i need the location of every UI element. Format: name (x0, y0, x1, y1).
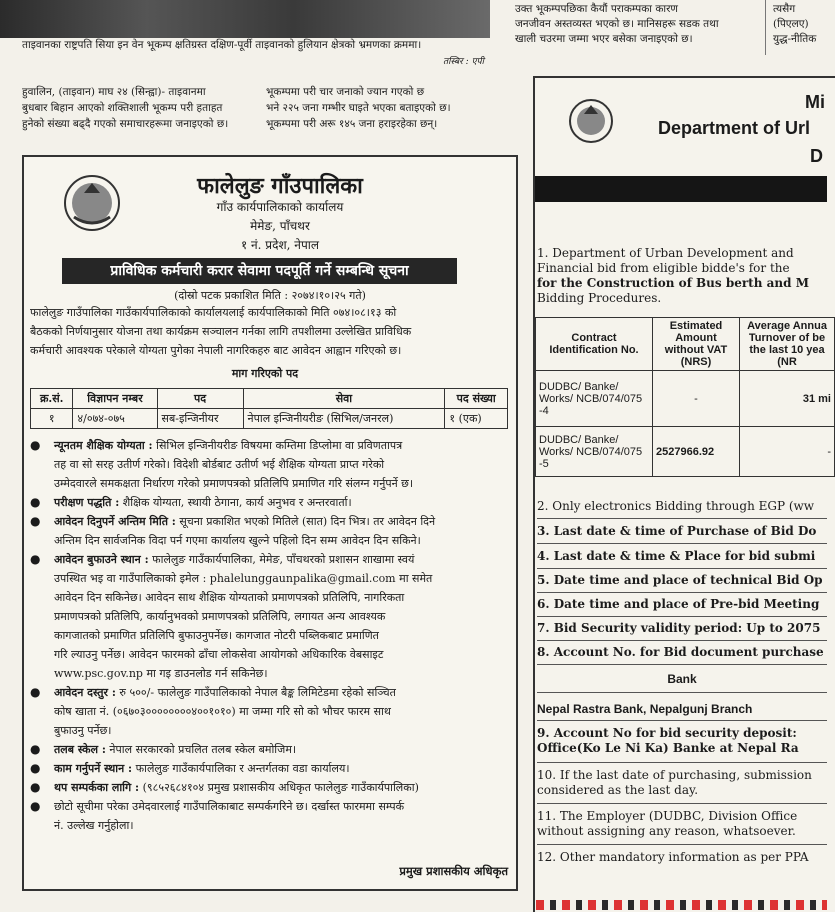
bullet-icon: ● (30, 761, 41, 775)
bullet-icon: ● (30, 552, 41, 566)
top-right-column (773, 2, 833, 47)
bullet-heading: आवेदन बुफाउने स्थान : (54, 553, 149, 566)
notice-subtitle-province: १ नं. प्रदेश, नेपाल (240, 238, 320, 252)
tender-item-12: 12. Other mandatory information as per PPA (537, 850, 809, 864)
tender-line: 9. Account No for bid security deposit: (537, 726, 797, 740)
tender-line: 11. The Employer (DUDBC, Division Office (537, 809, 798, 823)
bullet-text: सूचना प्रकाशित भएको मितिले (सात) दिन भित्र। तर आवेदन दिने (175, 515, 436, 528)
photo-caption: ताइवानका राष्ट्रपति सिया इन वेन भूकम्प क्षतिग्रस्त दक्षिण-पूर्वी ताइवानको हुलियान क्षेत्रको भ्रमणका क्रममा। (22, 39, 422, 51)
table-cell: ४/०७४-०७५ (73, 409, 157, 429)
bullet-text: कोष खाता नं. (०६७०३००००००००४००१०१०) मा जम्मा गरि सो को भौचर फारम साथ (54, 705, 391, 718)
bullet-text: (९८५२६८४१०४ प्रमुख प्रशासकीय अधिकृत फालेलुङ गाउँकार्यपालिका) (139, 781, 419, 794)
bullet-text: सिभिल इन्जिनीयरीङ विषयमा कम्तिमा डिप्लोमा वा प्रविणतापत्र (152, 439, 403, 452)
table-row (31, 409, 508, 429)
intro-line: फालेलुङ गाउँपालिका गाउँकार्यपालिकाको कार्यालयलाई कार्यपालिकाको मिति ०७४।०८।१३ को (30, 306, 397, 319)
news-line: हुवालिन, (ताइवान) माघ २४ (सिन्ह्वा)- ताइवानमा (22, 86, 206, 98)
table-cell: - (653, 371, 740, 427)
list-item (30, 550, 510, 683)
bullet-text: शैक्षिक योग्यता, स्थायी ठेगाना, कार्य अनुभव र अन्तरवार्ता। (119, 496, 352, 509)
divider (537, 640, 827, 641)
table-header: सेवा (243, 389, 445, 409)
table-row (536, 427, 835, 477)
ministry-title: Mi (805, 92, 825, 112)
bullet-heading: परीक्षण पद्धति : (54, 496, 120, 509)
photo-credit: तस्बिर : एपी (443, 57, 484, 67)
bullet-text: तह वा सो सरह उतीर्ण गरेको। विदेशी बोर्डबाट उतीर्ण भई शैक्षिक योग्यता प्राप्त गरेको (54, 458, 385, 471)
divider (537, 762, 827, 763)
right-banner (535, 176, 827, 202)
tender-item-1 (537, 246, 809, 306)
table-cell: १ (एक) (445, 409, 508, 429)
table-cell: १ (31, 409, 73, 429)
vacancy-table (30, 388, 508, 429)
notice-subtitle-office: गाँउ कार्यपालिकाको कार्यालय (216, 200, 344, 214)
intro-line: कर्मचारी आवश्यक परेकाले योग्यता पुगेका नेपाली नागरिकहरु बाट आवेदन आह्वान गरिएको छ। (30, 344, 402, 357)
news-line: भूकम्पमा परी चार जनाको ज्यान गएको छ (266, 86, 425, 98)
tender-line: without assigning any reason, whatsoever. (537, 824, 796, 838)
column-rule (765, 0, 766, 55)
table-header: विज्ञापन नम्बर (73, 389, 157, 409)
tender-line: considered as the last day. (537, 783, 699, 797)
divider (537, 616, 827, 617)
tender-item: 6. Date time and place of Pre-bid Meeting (537, 597, 820, 611)
table-header: Contract Identification No. (536, 318, 653, 371)
bullet-heading: तलब स्केल : (54, 743, 106, 756)
divider (537, 844, 827, 845)
top-mid-line: उक्त भूकम्पपछिका कैयौं पराकम्पका कारण (515, 3, 678, 15)
table-caption: माग गरिएको पद (231, 367, 299, 380)
bullet-text: आवेदन दिन सकिनेछ। आवेदन साथ शैक्षिक योग्यताको प्रमाणपत्रको प्रतिलिपि, नागरिकता (54, 591, 405, 604)
bullet-heading: काम गर्नुपर्ने स्थान : (54, 762, 133, 775)
table-cell: - (740, 427, 835, 477)
bullet-text: छोटो सूचीमा परेका उमेदवारलाई गाउँपालिकाबाट सम्पर्कगरिने छ। दर्खास्त फारममा सम्पर्क (54, 800, 405, 813)
top-right-line: (पिएलए) (773, 18, 809, 30)
divider (537, 720, 827, 721)
notice-banner: प्राविधिक कर्मचारी करार सेवामा पदपूर्ति गर्ने सम्बन्धि सूचना (62, 258, 457, 284)
news-photo (0, 0, 490, 38)
table-cell: सब-इन्जिनीयर (157, 409, 243, 429)
bullet-text: गरि ल्याउनु पर्नेछ। आवेदन फारमको ढाँचा लोकसेवा आयोगको अधिकारिक वेबसाइट (54, 648, 384, 661)
bullet-icon: ● (30, 780, 41, 794)
bullet-text: अन्तिम दिन सार्वजनिक विदा पर्न गएमा कार्यालय खुल्ने पहिलो दिन सम्म आवेदन दिन सकिने। (54, 534, 421, 547)
top-right-line: युद्ध-नीतिक (773, 33, 817, 45)
table-header: Average Annua Turnover of be the last 10 yea (NR (740, 318, 835, 371)
color-bar (536, 900, 827, 910)
divider (537, 518, 827, 519)
news-line: भूकम्पमा परी अरू १४५ जना हराइरहेका छन्। (266, 118, 438, 130)
bullet-text: फालेलुङ गाउँकार्यपालिका र अन्तर्गतका वडा कार्यालय। (132, 762, 350, 775)
news-line: हुनेको संख्या बढ्दै गएको समाचारहरूमा जनाइएको छ। (22, 118, 229, 130)
tender-line: Office(Ko Le Ni Ka) Banke at Nepal Ra (537, 741, 799, 755)
list-item (30, 683, 510, 740)
table-row (536, 371, 835, 427)
table-cell: DUDBC/ Banke/ Works/ NCB/074/075 -4 (536, 371, 653, 427)
nepal-emblem-icon (62, 173, 122, 233)
notice-title: फालेलुङ गाँउपालिका (197, 173, 363, 199)
divider (537, 543, 827, 544)
tender-line: Financial bid from eligible bidde's for the (537, 261, 790, 275)
divider (537, 664, 827, 665)
tender-line: 1. Department of Urban Development and (537, 246, 794, 260)
bank-row: Nepal Rastra Bank, Nepalgunj Branch (537, 702, 753, 716)
tender-item: 2. Only electronics Bidding through EGP (ww (537, 499, 815, 513)
top-middle-column (515, 2, 755, 47)
nepal-emblem-icon (568, 98, 614, 144)
bullet-text: नेपाल सरकारको प्रचलित तलब स्केल बमोजिम। (105, 743, 297, 756)
bullet-icon: ● (30, 685, 41, 699)
tender-line: for the Construction of Bus berth and M (537, 276, 809, 290)
bullet-icon: ● (30, 438, 41, 452)
department-title: Department of Url (658, 118, 811, 138)
table-header-row (31, 389, 508, 409)
tender-item: 7. Bid Security validity period: Up to 2075 (537, 621, 821, 635)
bullet-text: नं. उल्लेख गर्नुहोला। (54, 819, 134, 832)
news-line: बुधबार बिहान आएको शक्तिशाली भूकम्प परी हताहत (22, 102, 223, 114)
list-item (30, 493, 510, 512)
notice-intro (30, 303, 510, 360)
top-right-line: त्यसैग (773, 3, 796, 15)
notice-subtitle-location: मेमेङ, पाँचथर (250, 219, 310, 233)
contract-table (535, 317, 835, 477)
tender-item: 4. Last date & time & Place for bid submi (537, 549, 816, 563)
bullet-icon: ● (30, 742, 41, 756)
bank-header: Bank (667, 672, 697, 686)
news-column-right (266, 84, 488, 132)
table-header-row (536, 318, 835, 371)
news-line: भने २२५ जना गम्भीर घाइते भएका बताइएको छ। (266, 102, 451, 114)
tender-item-9 (537, 726, 799, 756)
tender-item: 5. Date time and place of technical Bid Op (537, 573, 823, 587)
bullet-icon: ● (30, 799, 41, 813)
bullet-heading: थप सम्पर्कका लागि : (54, 781, 140, 794)
tender-item: 3. Last date & time of Purchase of Bid Do (537, 524, 817, 538)
table-header: पद संख्या (445, 389, 508, 409)
division-title: D (810, 146, 823, 166)
publish-date: (दोस्रो पटक प्रकाशित मिति : २०७४।१०।२५ गते) (174, 289, 366, 302)
bullet-text: कागजातको प्रमाणित प्रतिलिपि बुफाउनुपर्नेछ। कागजात नोटरी पब्लिकबाट प्रमाणित (54, 629, 379, 642)
bullet-icon: ● (30, 495, 41, 509)
bullet-text: रु ५००/- फालेलुङ गाउँपालिकाको नेपाल बैङ्क लिमिटेडमा रहेको सञ्चित (115, 686, 396, 699)
intro-line: बैठकको निर्णयानुसार योजना तथा कार्यक्रम सञ्चालन गर्नका लागि तपशीलमा उल्लेखित प्राविधिक (30, 325, 412, 338)
table-cell: नेपाल इन्जिनीयरीङ (सिभिल/जनरल) (243, 409, 445, 429)
bullet-heading: न्यूनतम शैक्षिक योग्यता : (54, 439, 153, 452)
divider (537, 592, 827, 593)
list-item (30, 740, 510, 759)
news-column-left (22, 84, 262, 132)
table-cell: 31 mi (740, 371, 835, 427)
list-item (30, 778, 510, 797)
bullet-text: उम्मेदवारले समकक्षता निर्धारण गरेको प्रमाणपत्रको प्रतिलिपि प्रमाणित गरि संलग्न गर्नुपर्ने छ। (54, 477, 414, 490)
divider (537, 568, 827, 569)
list-item (30, 797, 510, 835)
tender-item-11 (537, 809, 797, 839)
bullet-text: बुफाउनु पर्नेछ। (54, 724, 112, 737)
table-cell: 2527966.92 (653, 427, 740, 477)
bullet-heading: आवेदन दिनुपर्ने अन्तिम मिति : (54, 515, 176, 528)
table-header: Estimated Amount without VAT (NRS) (653, 318, 740, 371)
table-header: क्र.सं. (31, 389, 73, 409)
table-header: पद (157, 389, 243, 409)
bullet-heading: आवेदन दस्तुर : (54, 686, 116, 699)
divider (537, 803, 827, 804)
bullet-text: www.psc.gov.np मा गइ डाउनलोड गर्न सकिनेछ। (54, 667, 268, 680)
signature: प्रमुख प्रशासकीय अधिकृत (399, 864, 508, 878)
table-cell: DUDBC/ Banke/ Works/ NCB/074/075 -5 (536, 427, 653, 477)
list-item (30, 512, 510, 550)
tender-line: Bidding Procedures. (537, 291, 662, 305)
bullet-text: प्रमाणपत्रको प्रतिलिपि, कार्यानुभवको प्रमाणपत्रको प्रतिलिपि, लगायत अन्य आवश्यक (54, 610, 386, 623)
list-item (30, 436, 510, 493)
bullet-text: फालेलुङ गाउँकार्यपालिका, मेमेङ, पाँचथरको प्रशासन शाखामा स्वयं (148, 553, 415, 566)
bullet-icon: ● (30, 514, 41, 528)
tender-item-10 (537, 768, 812, 798)
divider (537, 692, 827, 693)
top-mid-line: खाली चउरमा जम्मा भएर बसेका जनाइएको छ। (515, 33, 693, 45)
tender-item: 8. Account No. for Bid document purchase (537, 645, 824, 659)
top-mid-line: जनजीवन अस्तव्यस्त भएको छ। मानिसहरू सडक तथा (515, 18, 719, 30)
bullet-text: उपस्थित भइ वा गाउँपालिकाको इमेल : phalelunggaunpalika@gmail.com मा समेत (54, 572, 433, 585)
tender-line: 10. If the last date of purchasing, submission (537, 768, 812, 782)
notice-bullets (30, 436, 510, 835)
list-item (30, 759, 510, 778)
